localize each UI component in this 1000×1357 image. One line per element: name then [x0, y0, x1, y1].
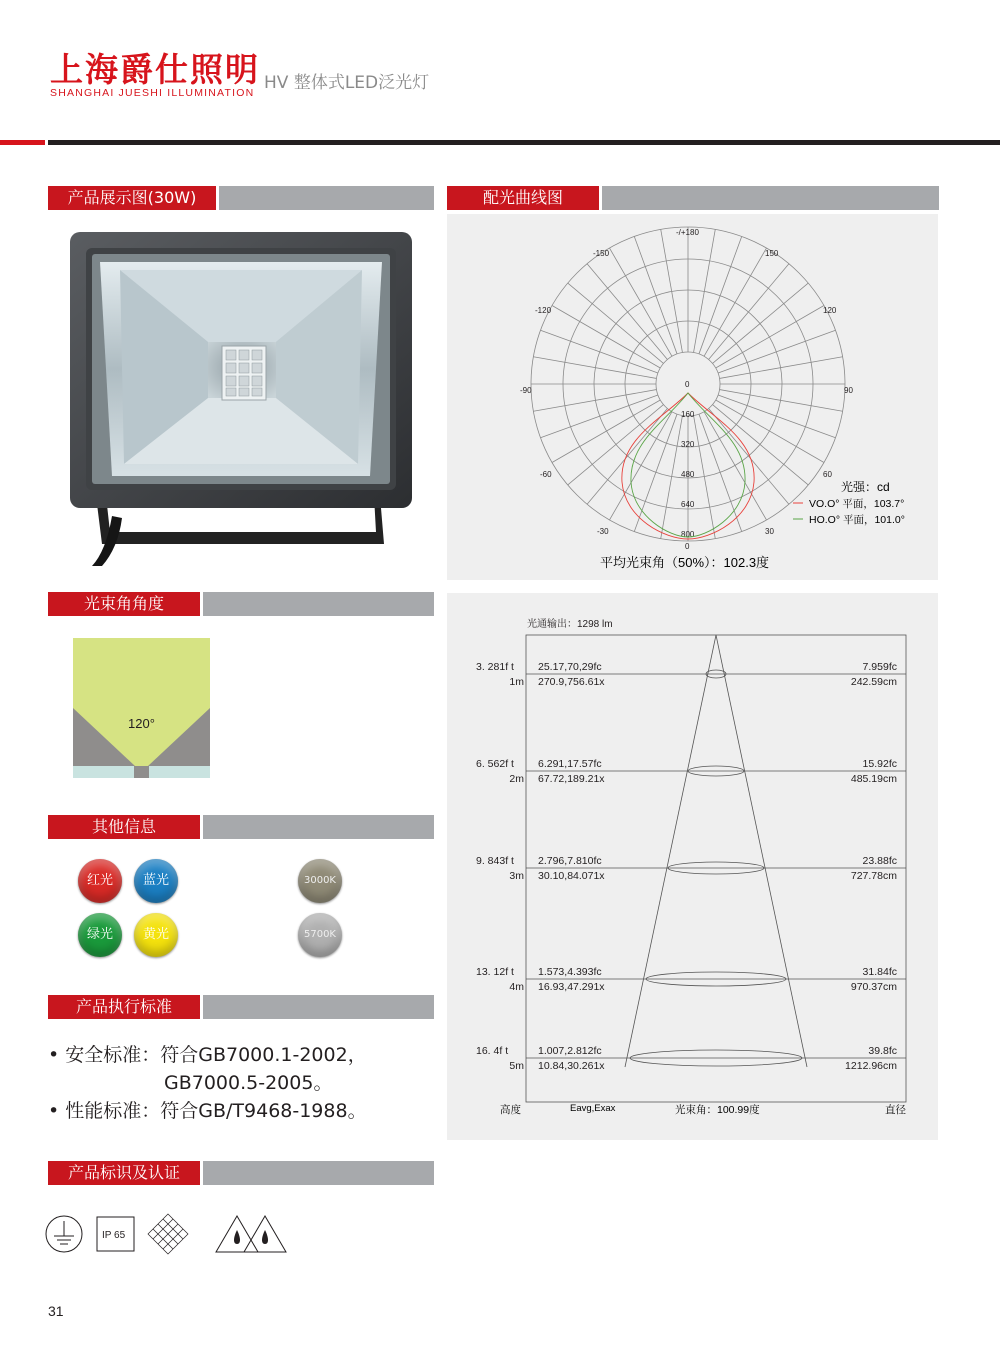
polar-angle-label: 150	[765, 249, 779, 258]
polar-angle-label: 60	[823, 470, 832, 479]
standard-safety-cont: GB7000.5-2005。	[164, 1072, 333, 1094]
polar-spoke	[540, 330, 657, 373]
ip-rating-icon	[97, 1217, 134, 1251]
polar-spoke	[661, 416, 683, 539]
ip-rating-text: IP 65	[102, 1230, 126, 1241]
cct-swatch-5700k: 5700K	[298, 913, 342, 957]
distance-m: 3m	[509, 870, 524, 882]
section-bar	[203, 995, 434, 1019]
polar-angle-label: -/+180	[676, 228, 699, 237]
illuminance-lx: 67.72,189.21x	[538, 773, 605, 785]
polar-spoke	[540, 395, 657, 438]
polar-angle-label: -120	[535, 306, 552, 315]
polar-spoke	[661, 229, 683, 352]
polar-spoke	[720, 390, 843, 412]
flux-output: 光通输出：1298 lm	[527, 619, 613, 630]
spot-diameter-fc: 23.88fc	[862, 855, 897, 867]
polar-radial-label: 0	[685, 380, 690, 389]
polar-distribution-chart	[447, 214, 938, 580]
polar-chart-panel	[447, 214, 938, 580]
polar-angle-label: -30	[597, 527, 609, 536]
polar-radial-label: 320	[681, 440, 695, 449]
product-title: HV 整体式LED泛光灯	[264, 73, 430, 93]
spot-diameter-fc: 15.92fc	[862, 758, 897, 770]
brand-logo-cn: 上海爵仕照明	[50, 50, 260, 89]
polar-angle-label: 120	[823, 306, 837, 315]
distance-ft: 13. 12f t	[476, 966, 514, 978]
ground-icon	[46, 1216, 82, 1252]
cct-swatch-3000k: 3000K	[298, 859, 342, 903]
distance-ft: 16. 4f t	[476, 1045, 509, 1057]
spot-diameter-cm: 727.78cm	[850, 870, 897, 882]
beam-angle-caption: 平均光束角（50%）：102.3度	[600, 555, 770, 570]
dust-proof-icon	[148, 1214, 188, 1254]
distance-ft: 3. 281f t	[476, 661, 514, 673]
page-number: 31	[48, 1303, 64, 1319]
legend-title: 光强：cd	[841, 480, 890, 494]
distance-ft: 6. 562f t	[476, 758, 514, 770]
footer-beam-angle: 光束角：100.99度	[675, 1104, 760, 1116]
section-title: 产品展示图(30W)	[48, 186, 216, 210]
spot-diameter-fc: 31.84fc	[862, 966, 897, 978]
polar-angle-label: 0	[685, 542, 690, 551]
color-swatch-blue: 蓝光	[134, 859, 178, 903]
spot-diameter-cm: 1212.96cm	[845, 1060, 897, 1072]
polar-radial-label: 640	[681, 500, 695, 509]
polar-spoke	[699, 414, 742, 531]
section-header-other-info	[48, 815, 434, 839]
section-bar	[203, 592, 434, 616]
illuminance-lx: 30.10,84.071x	[538, 870, 605, 882]
polar-spoke	[694, 229, 716, 352]
color-swatch-green: 绿光	[78, 913, 122, 957]
brand-logo-en: SHANGHAI JUESHI ILLUMINATION	[50, 87, 255, 99]
distance-m: 2m	[509, 773, 524, 785]
section-header-beam-angle	[48, 592, 434, 616]
section-title: 产品标识及认证	[48, 1161, 200, 1185]
rain-proof-icon	[244, 1216, 286, 1252]
illuminance-fc: 1.573,4.393fc	[538, 966, 602, 978]
illuminance-fc: 2.796,7.810fc	[538, 855, 602, 867]
drip-proof-icon	[216, 1216, 258, 1252]
footer-height: 高度	[500, 1104, 521, 1116]
section-header-product-image	[48, 186, 434, 210]
illuminance-lx: 10.84,30.261x	[538, 1060, 605, 1072]
beam-angle-diagram	[73, 638, 210, 778]
section-header-certification	[48, 1161, 434, 1185]
polar-angle-label: 30	[765, 527, 774, 536]
spot-diameter-cm: 970.37cm	[850, 981, 897, 993]
polar-angle-label: -90	[520, 386, 532, 395]
cone-edge	[716, 635, 807, 1067]
distance-ft: 9. 843f t	[476, 855, 514, 867]
spot-diameter-cm: 242.59cm	[850, 676, 897, 688]
polar-spoke	[634, 414, 677, 531]
polar-angle-label: 90	[844, 386, 853, 395]
distance-m: 1m	[509, 676, 524, 688]
polar-spoke	[634, 236, 677, 353]
section-title: 其他信息	[48, 815, 200, 839]
spot-diameter-fc: 7.959fc	[862, 661, 897, 673]
color-swatch-red: 红光	[78, 859, 122, 903]
polar-spoke	[699, 236, 742, 353]
section-bar	[219, 186, 434, 210]
legend-h-plane: HO.O° 平面，101.0°	[809, 514, 905, 526]
section-header-standards	[48, 995, 434, 1019]
section-title: 产品执行标准	[48, 995, 200, 1019]
polar-angle-label: -150	[593, 249, 610, 258]
illuminance-lx: 270.9,756.61x	[538, 676, 605, 688]
polar-spoke	[533, 357, 656, 379]
polar-radial-label: 800	[681, 530, 695, 539]
legend-v-plane: VO.O° 平面，103.7°	[809, 498, 905, 510]
polar-spoke	[718, 395, 835, 438]
illuminance-cone-chart	[447, 593, 938, 1140]
header-rule-accent	[0, 140, 45, 145]
spot-diameter-cm: 485.19cm	[850, 773, 897, 785]
illuminance-panel	[447, 593, 938, 1140]
section-title: 光束角角度	[48, 592, 200, 616]
section-title: 配光曲线图	[447, 186, 599, 210]
section-bar	[602, 186, 939, 210]
beam-angle-value: 120°	[128, 716, 155, 731]
distance-m: 5m	[509, 1060, 524, 1072]
polar-spoke	[533, 390, 656, 412]
polar-spoke	[720, 357, 843, 379]
standard-safety: • 安全标准：符合GB7000.1-2002，	[48, 1044, 367, 1066]
illuminance-fc: 25.17,70,29fc	[538, 661, 602, 673]
polar-radial-label: 480	[681, 470, 695, 479]
section-header-distribution	[447, 186, 939, 210]
spot-diameter-fc: 39.8fc	[868, 1045, 897, 1057]
footer-diameter: 直径	[885, 1104, 906, 1116]
cone-edge	[625, 635, 716, 1067]
polar-angle-label: -60	[540, 470, 552, 479]
section-bar	[203, 815, 434, 839]
illuminance-fc: 1.007,2.812fc	[538, 1045, 602, 1057]
distance-m: 4m	[509, 981, 524, 993]
illuminance-lx: 16.93,47.291x	[538, 981, 605, 993]
polar-spoke	[718, 330, 835, 373]
header-rule	[48, 140, 1000, 145]
polar-radial-label: 160	[681, 410, 695, 419]
certification-marks	[44, 1212, 294, 1258]
color-swatch-yellow: 黄光	[134, 913, 178, 957]
illuminance-fc: 6.291,17.57fc	[538, 758, 602, 770]
product-photo	[62, 226, 418, 576]
footer-eavg: Eavg,Exax	[570, 1103, 616, 1114]
polar-spoke	[694, 416, 716, 539]
section-bar	[203, 1161, 434, 1185]
standard-performance: • 性能标准：符合GB/T9468-1988。	[48, 1100, 367, 1122]
